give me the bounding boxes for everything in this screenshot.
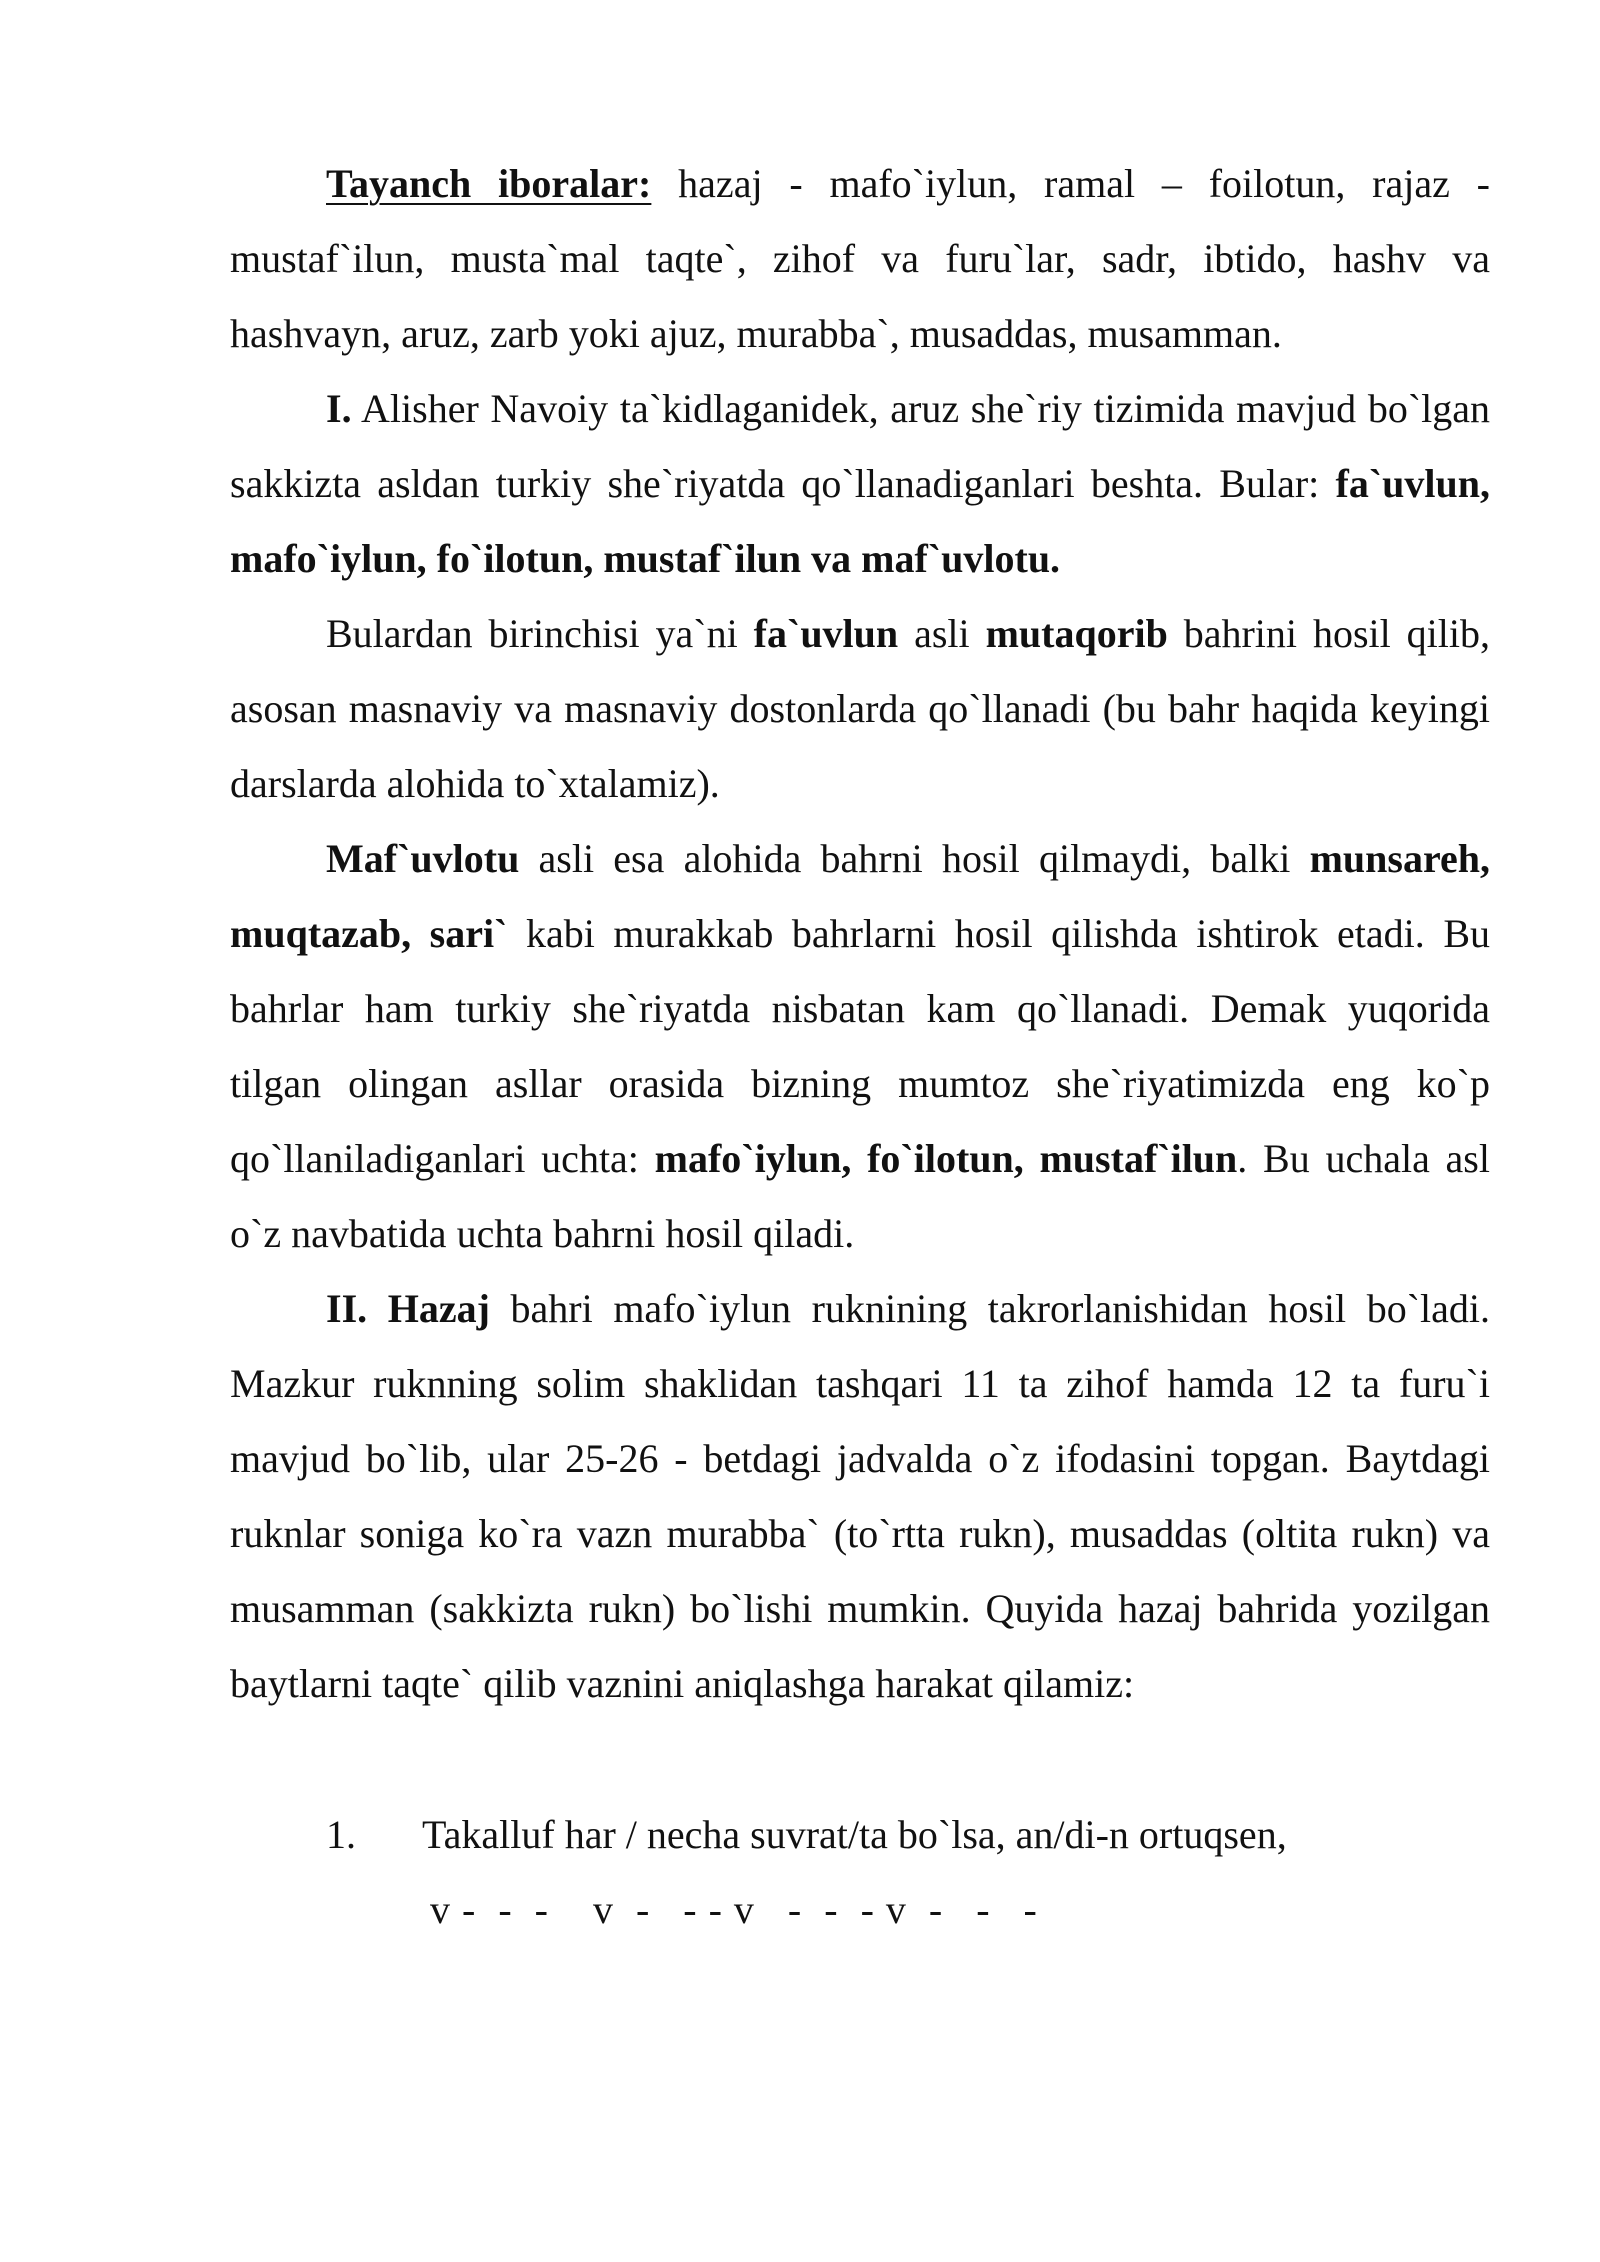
section-1-paragraph (230, 371, 1490, 596)
keywords-paragraph (230, 146, 1490, 371)
term-mutaqorib: mutaqorib (985, 611, 1168, 656)
paragraph-text: bahrini hosil qilib, asosan masnaviy va masnaviy dostonlarda qo`llanadi (bu bahr haqida keyingi darslarda alohida to`xtalamiz). (230, 611, 1491, 806)
keywords-label: Tayanch iboralar: (326, 161, 652, 206)
section-1-bold-list: fa`uvlun, mafo`iylun, fo`ilotun, mustaf`ilun va maf`uvlotu. (230, 461, 1490, 581)
paragraph-fauvlun (230, 596, 1490, 821)
section-2-numeral: II. (326, 1286, 368, 1331)
paragraph-text: . Bu uchala asl o`z navbatida uchta bahrni hosil qiladi. (230, 1136, 1490, 1256)
example-verse (230, 1797, 1490, 1872)
keywords-text: hazaj - mafo`iylun, ramal – foilotun, rajaz - mustaf`ilun, musta`mal taqte`, zihof va furu`lar, sadr, ibtido, hashv va hashvayn, aruz, zarb yoki ajuz, murabba`, musaddas, musamman. (230, 161, 1490, 356)
term-hazaj: Hazaj (387, 1286, 490, 1331)
example-verse-text: Takalluf har / necha suvrat/ta bo`lsa, an/di-n ortuqsen, (422, 1812, 1287, 1857)
spacer (230, 1721, 1490, 1796)
term-bahrs: munsareh, muqtazab, sari` (230, 836, 1490, 956)
term-mafuvlotu: Maf`uvlotu (326, 836, 520, 881)
section-2-text: bahri mafo`iylun ruknining takrorlanishidan hosil bo`ladi. Mazkur ruknning solim shaklidan tashqari 11 ta zihof hamda 12 ta furu`i mavjud bo`lib, ular 25-26 - betdagi jadvalda o`z ifodasini topgan. Baytdagi ruknlar soniga ko`ra vazn murabba` (to`rtta rukn), musaddas (oltita rukn) va musamman (sakkizta rukn) bo`lishi mumkin. Quyida hazaj bahrida yozilgan baytlarni taqte` qilib vaznini aniqlashga harakat qilamiz: (230, 1286, 1491, 1706)
paragraph-text: asli (898, 611, 986, 656)
section-1-numeral: I. (326, 386, 352, 431)
scansion-line: v - - - v - - - v - - - v - - - (430, 1887, 1038, 1932)
term-three-asls: mafo`iylun, fo`ilotun, mustaf`ilun (654, 1136, 1238, 1181)
paragraph-mafuvlotu (230, 821, 1490, 1271)
example-number: 1. (326, 1812, 356, 1857)
paragraph-text: asli esa alohida bahrni hosil qilmaydi, balki (519, 836, 1310, 881)
term-fauvlun: fa`uvlun (753, 611, 899, 656)
document-page (230, 146, 1490, 1947)
paragraph-text: Bulardan birinchisi ya`ni (326, 611, 754, 656)
section-2-paragraph (230, 1271, 1490, 1721)
paragraph-text: kabi murakkab bahrlarni hosil qilishda ishtirok etadi. Bu bahrlar ham turkiy she`riyatda nisbatan kam qo`llanadi. Demak yuqorida tilgan olingan asllar orasida bizning mumtoz she`riyatimizda eng ko`p qo`llaniladiganlari uchta: (230, 911, 1491, 1181)
section-1-text: Alisher Navoiy ta`kidlaganidek, aruz she`riy tizimida mavjud bo`lgan sakkizta asldan turkiy she`riyatda qo`llanadiganlari beshta. Bular: (230, 386, 1490, 506)
